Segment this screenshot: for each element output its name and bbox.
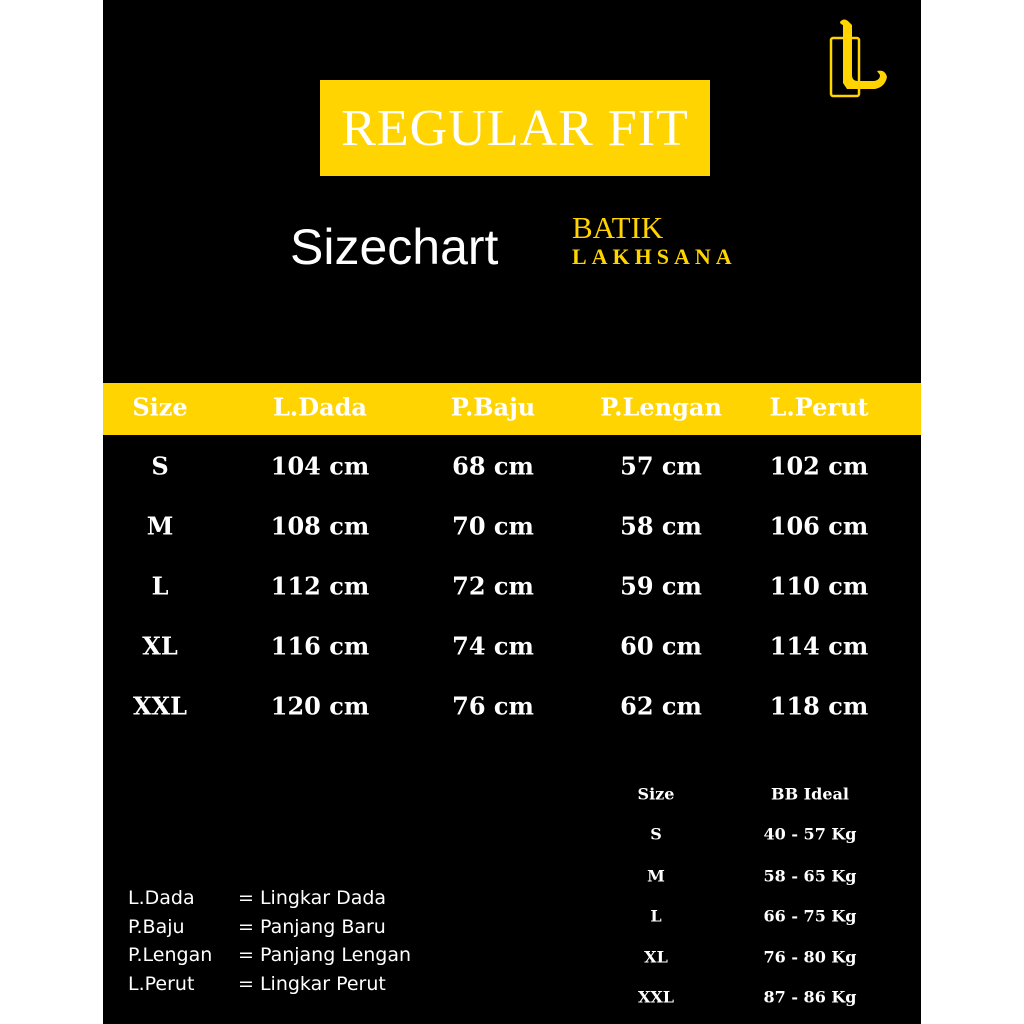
page-heading: Sizechart	[290, 219, 499, 275]
size-table-header: P.Lengan	[600, 392, 722, 422]
size-table-cell: 60 cm	[620, 631, 702, 661]
size-table-header: Size	[132, 392, 188, 422]
fit-title-banner	[320, 80, 710, 176]
weight-table-cell: M	[647, 866, 665, 886]
legend-abbreviation: L.Perut	[128, 973, 195, 995]
brand-name-line1: BATIK	[572, 210, 664, 245]
size-table-header: L.Dada	[273, 392, 367, 422]
size-table-cell: 110 cm	[769, 571, 869, 601]
weight-table-cell: 87 - 86 Kg	[763, 987, 857, 1007]
legend-meaning: = Lingkar Dada	[238, 887, 387, 909]
legend-meaning: = Panjang Lengan	[238, 944, 412, 966]
weight-table-header: BB Ideal	[771, 784, 849, 804]
weight-table-cell: S	[650, 824, 662, 844]
size-table-cell: S	[151, 451, 169, 481]
brand-name-line2: LAKHSANA	[572, 244, 737, 269]
size-table-cell: 70 cm	[452, 511, 534, 541]
size-table-cell: 118 cm	[769, 691, 869, 721]
size-table-cell: 106 cm	[769, 511, 869, 541]
size-table-cell: 108 cm	[270, 511, 370, 541]
weight-table-cell: 40 - 57 Kg	[763, 824, 857, 844]
size-table-cell: 114 cm	[769, 631, 869, 661]
weight-table-cell: 58 - 65 Kg	[763, 866, 857, 886]
size-table-cell: 57 cm	[620, 451, 702, 481]
size-table-cell: 116 cm	[270, 631, 370, 661]
size-table-cell: 76 cm	[452, 691, 534, 721]
fit-title: REGULAR FIT	[341, 99, 689, 157]
size-table-cell: XL	[142, 631, 178, 661]
size-table-cell: 112 cm	[270, 571, 370, 601]
weight-table-cell: 76 - 80 Kg	[763, 947, 857, 967]
size-table-header: P.Baju	[450, 392, 536, 422]
legend-meaning: = Lingkar Perut	[238, 973, 386, 995]
size-table-cell: 104 cm	[270, 451, 370, 481]
size-table-cell: 120 cm	[270, 691, 370, 721]
legend-meaning: = Panjang Baru	[238, 916, 386, 938]
size-table-cell: 74 cm	[452, 631, 534, 661]
legend-abbreviation: P.Baju	[128, 916, 185, 938]
weight-table-cell: XL	[644, 947, 668, 967]
size-table-cell: 68 cm	[452, 451, 534, 481]
size-table-header: L.Perut	[769, 392, 869, 422]
size-table-cell: XXL	[132, 691, 188, 721]
brand-logo-icon	[828, 16, 890, 105]
size-table-cell: 62 cm	[620, 691, 702, 721]
legend-abbreviation: L.Dada	[128, 887, 195, 909]
size-table-cell: L	[151, 571, 169, 601]
weight-table-cell: XXL	[637, 987, 675, 1007]
size-table-cell: 72 cm	[452, 571, 534, 601]
size-table-cell: 58 cm	[620, 511, 702, 541]
weight-table-header: Size	[637, 784, 675, 804]
size-table-cell: M	[146, 511, 174, 541]
size-table-cell: 59 cm	[620, 571, 702, 601]
weight-table-cell: L	[650, 906, 662, 926]
weight-table-cell: 66 - 75 Kg	[763, 906, 857, 926]
legend-abbreviation: P.Lengan	[128, 944, 213, 966]
size-table-cell: 102 cm	[769, 451, 869, 481]
